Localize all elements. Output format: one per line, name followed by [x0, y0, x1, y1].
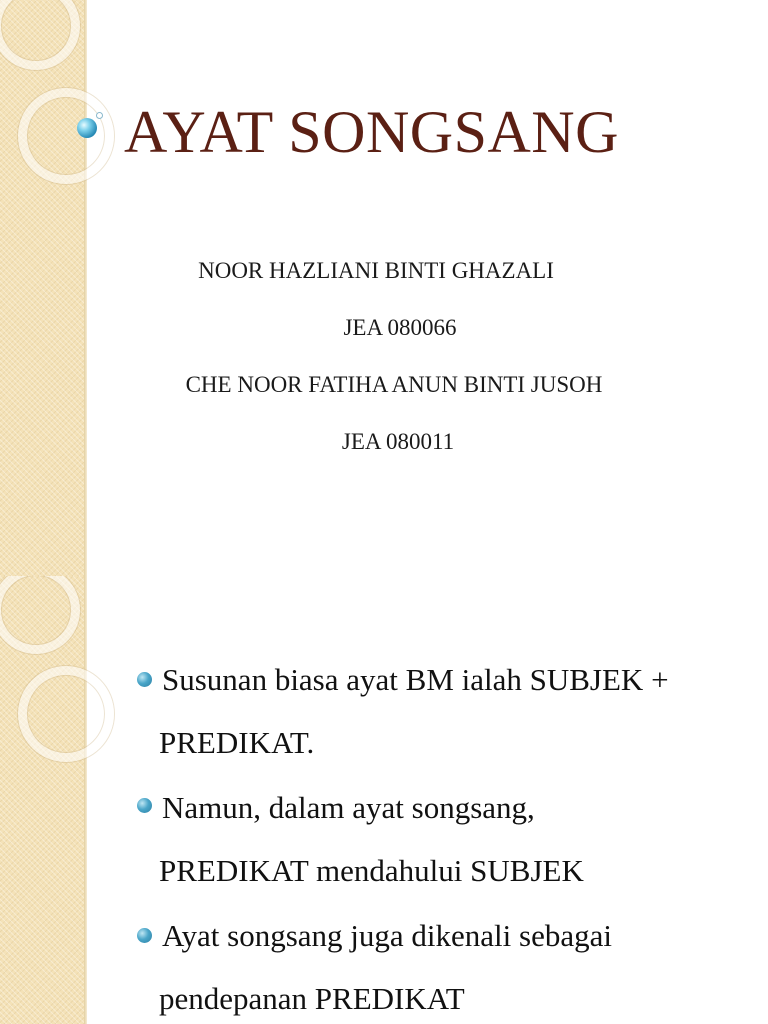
strip-edge — [84, 576, 87, 1024]
author-id-1: JEA 080066 — [343, 315, 457, 340]
bullet-text-continuation: PREDIKAT mendahului SUBJEK — [159, 853, 584, 888]
decorative-ring-icon — [18, 88, 114, 184]
bullet-text-line: Namun, dalam ayat songsang, — [162, 790, 535, 825]
author-name-2: CHE NOOR FATIHA ANUN BINTI JUSOH — [185, 372, 603, 397]
bullet-icon — [137, 672, 152, 687]
bullet-text-continuation: PREDIKAT. — [159, 725, 315, 760]
blue-orb-icon — [77, 118, 97, 138]
slide-title: AYAT SONGSANG — [124, 99, 619, 165]
decorative-ring-icon — [18, 666, 114, 762]
strip-edge — [84, 0, 87, 576]
bullet-text-continuation: pendepanan PREDIKAT — [159, 981, 465, 1016]
content-slide — [0, 576, 768, 1024]
bullet-text-line: Susunan biasa ayat BM ialah SUBJEK + — [162, 662, 669, 697]
author-id-2: JEA 080011 — [341, 429, 455, 454]
author-name-1: NOOR HAZLIANI BINTI GHAZALI — [198, 258, 554, 283]
small-circle-icon — [96, 112, 103, 119]
bullet-text-line: Ayat songsang juga dikenali sebagai — [162, 918, 612, 953]
bullet-icon — [137, 798, 152, 813]
decorative-side-strip — [0, 0, 84, 576]
bullet-icon — [137, 928, 152, 943]
